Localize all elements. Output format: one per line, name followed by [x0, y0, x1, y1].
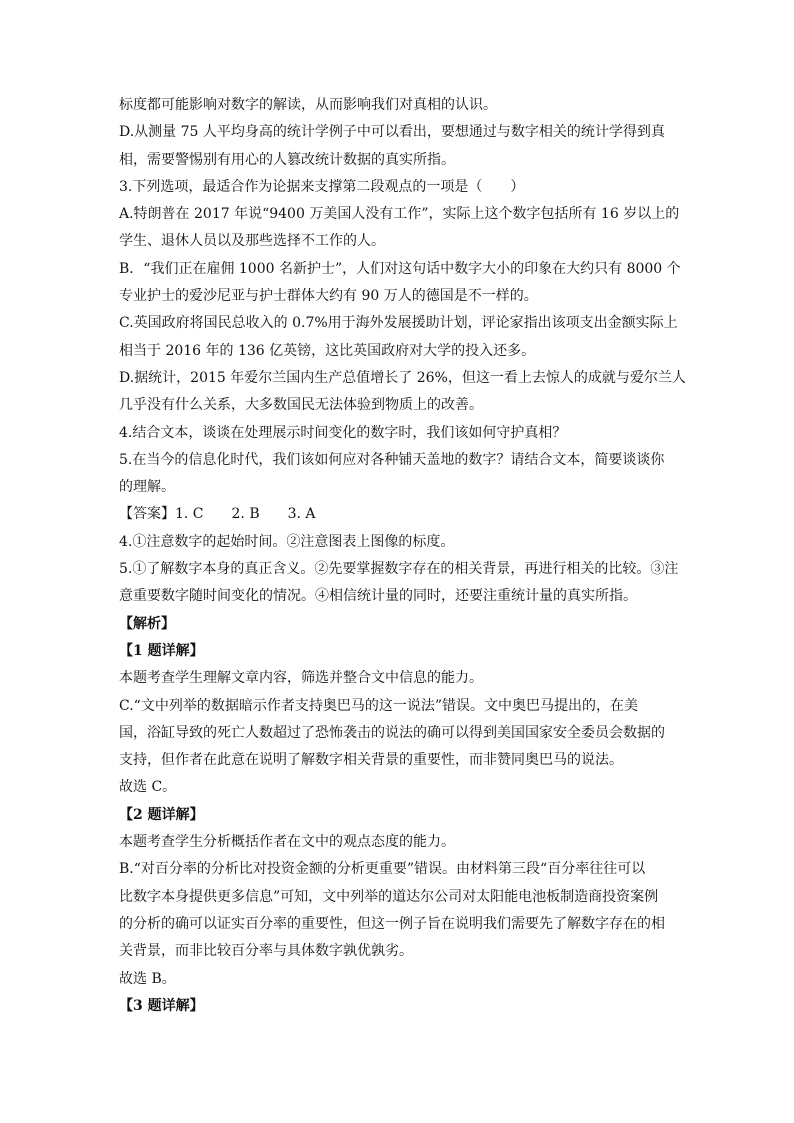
text-line: 支持，但作者在此意在说明了解数字相关背景的重要性，而非赞同奥巴马的说法。 [119, 752, 623, 769]
text-line: 5.在当今的信息化时代，我们该如何应对各种铺天盖地的数字？请结合文本，简要谈谈你 [119, 451, 665, 468]
text-line: 相，需要警惕别有用心的人篡改统计数据的真实所指。 [119, 151, 455, 168]
text-line: 关背景，而非比较百分率与具体数字孰优孰劣。 [119, 943, 413, 960]
text-line: 的分析的确可以证实百分率的重要性，但这一例子旨在说明我们需要先了解数字存在的相 [119, 915, 665, 932]
text-line: B.“对百分率的分析比对投资金额的分析更重要”错误。由材料第三段“百分率往往可以 [119, 861, 646, 878]
text-line: 【解析】 [119, 615, 175, 632]
text-line: 几乎没有什么关系，大多数国民无法体验到物质上的改善。 [119, 397, 483, 414]
text-line: 意重要数字随时间变化的情况。④相信统计量的同时，还要注重统计量的真实所指。 [119, 588, 637, 605]
text-line: 相当于 2016 年的 136 亿英镑，这比英国政府对大学的投入还多。 [119, 342, 536, 359]
text-line: 故选 C。 [119, 779, 177, 796]
text-line: B．“我们正在雇佣 1000 名新护士”，人们对这句话中数字大小的印象在大约只有 8000 个 [119, 260, 681, 277]
text-line: 专业护士的爱沙尼亚与护士群体大约有 90 万人的德国是不一样的。 [119, 288, 538, 305]
text-line: C.英国政府将国民总收入的 0.7%用于海外发展援助计划，评论家指出该项支出金额实际上 [119, 315, 678, 332]
text-line: 【2 题详解】 [119, 806, 204, 823]
text-line: 本题考查学生理解文章内容，筛选并整合文中信息的能力。 [119, 670, 483, 687]
text-line: 本题考查学生分析概括作者在文中的观点态度的能力。 [119, 834, 455, 851]
text-line: 【3 题详解】 [119, 997, 204, 1014]
text-line: 5.①了解数字本身的真正含义。②先要掌握数字存在的相关背景，再进行相关的比较。③注 [119, 561, 679, 578]
text-line: D.据统计，2015 年爱尔兰国内生产总值增长了 26%，但这一看上去惊人的成就与爱尔兰人 [119, 369, 686, 386]
text-line: A.特朗普在 2017 年说“9400 万美国人没有工作”，实际上这个数字包括所有 16 岁以上的 [119, 206, 680, 223]
text-line: 国，浴缸导致的死亡人数超过了恐怖袭击的说法的确可以得到美国国家安全委员会数据的 [119, 724, 665, 741]
text-line: 标度都可能影响对数字的解读，从而影响我们对真相的认识。 [119, 97, 497, 113]
text-line: 比数字本身提供更多信息”可知，文中列举的道达尔公司对太阳能电池板制造商投资案例 [119, 888, 659, 905]
text-line: 故选 B。 [119, 970, 176, 987]
text-line: 4.①注意数字的起始时间。②注意图表上图像的标度。 [119, 533, 455, 550]
text-line: 【1 题详解】 [119, 642, 204, 659]
text-line: D.从测量 75 人平均身高的统计学例子中可以看出，要想通过与数字相关的统计学得到真 [119, 124, 665, 141]
text-line: 学生、退休人员以及那些选择不工作的人。 [119, 233, 385, 250]
text-line: 4.结合文本，谈谈在处理展示时间变化的数字时，我们该如何守护真相？ [119, 424, 567, 441]
text-line: 的理解。 [119, 479, 175, 496]
text-line: C.“文中列举的数据暗示作者支持奥巴马的这一说法”错误。文中奥巴马提出的，在美 [119, 697, 638, 714]
text-line: 3.下列选项，最适合作为论据来支撑第二段观点的一项是（ ） [119, 178, 525, 195]
text-line: 【答案】1. C 2. B 3. A [119, 506, 316, 523]
